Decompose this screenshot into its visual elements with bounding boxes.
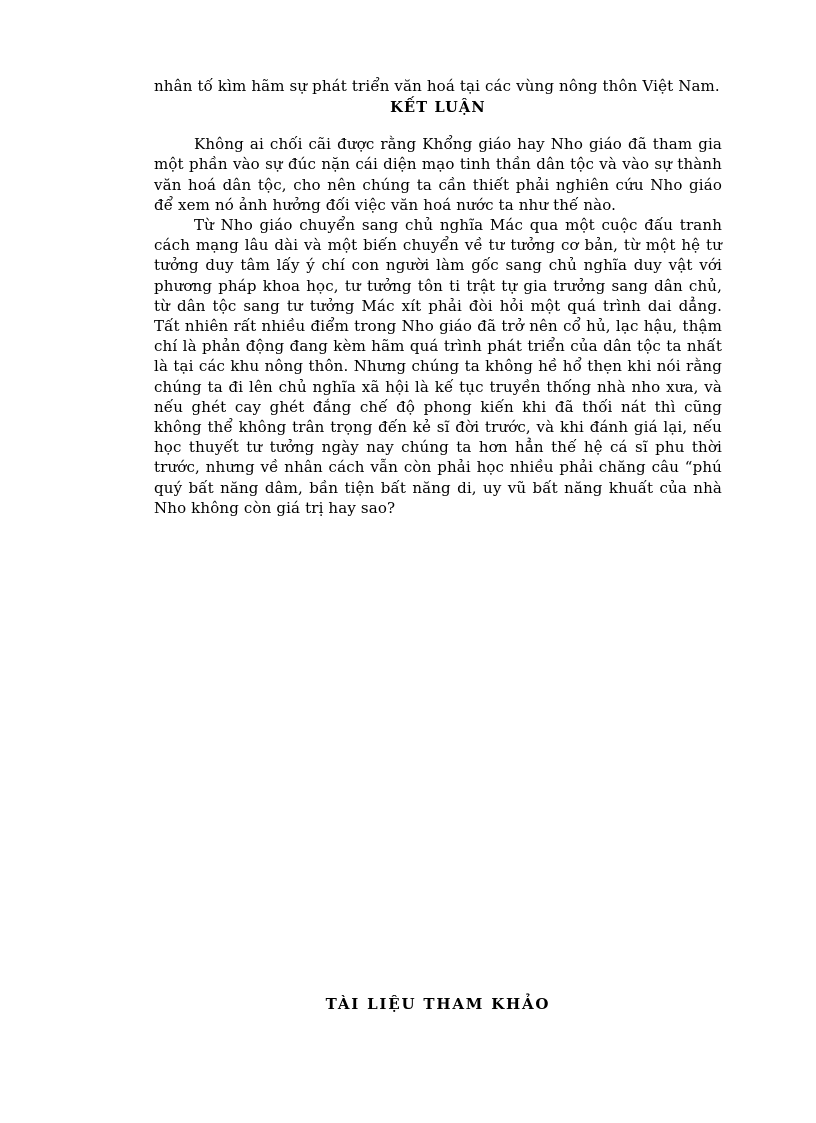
conclusion-heading: KẾT LUẬN <box>390 99 486 117</box>
conclusion-paragraph-2: Từ Nho giáo chuyển sang chủ nghĩa Mác qua một cuộc đấu tranh cách mạng lâu dài và một biến chuyển về tư tưởng cơ bản, từ một hệ tư tưởng duy tâm lấy ý chí con người làm gốc sang chủ nghĩa duy vật với phương pháp khoa học, tư tưởng tôn ti trật tự gia trưởng sang dân chủ, từ dân tộc sang tư tưởng Mác xít phải đòi hỏi một quá trình dai dẳng. Tất nhiên rất nhiều điểm trong Nho giáo đã trở nên cổ hủ, lạc hậu, thậm chí là phản động đang kèm hãm quá trình phát triển của dân tộc ta nhất là tại các khu nông thôn. Nhưng chúng ta không hề hổ thẹn khi nói rằng chúng ta đi lên chủ nghĩa xã hội là kế tục truyền thống nhà nho xưa, và nếu ghét cay ghét đắng chế độ phong kiến khi đã thối nát thì cũng không thể không trân trọng đến kẻ sĩ đời trước, và khi đánh giá lại, nếu học thuyết tư tưởng ngày nay chúng ta hơn hẳn thế hệ cá sĩ phu thời trước, nhưng về nhân cách vẫn còn phải học nhiều phải chăng câu “phú quý bất năng dâm, bần tiện bất năng di, uy vũ bất năng khuất của nhà Nho không còn giá trị hay sao? <box>154 216 722 517</box>
intro-paragraph: nhân tố kìm hãm sự phát triển văn hoá tại các vùng nông thôn Việt Nam. <box>154 77 720 95</box>
conclusion-paragraph-1: Không ai chối cãi được rằng Khổng giáo hay Nho giáo đã tham gia một phần vào sự đúc nặn cái diện mạo tinh thần dân tộc và vào sự thành văn hoá dân tộc, cho nên chúng ta cần thiết phải nghiên cứu Nho giáo để xem nó ảnh hưởng đối việc văn hoá nước ta như thế nào. <box>154 135 722 214</box>
document-body <box>154 76 722 518</box>
references-heading: TÀI LIỆU THAM KHẢO <box>325 995 551 1013</box>
